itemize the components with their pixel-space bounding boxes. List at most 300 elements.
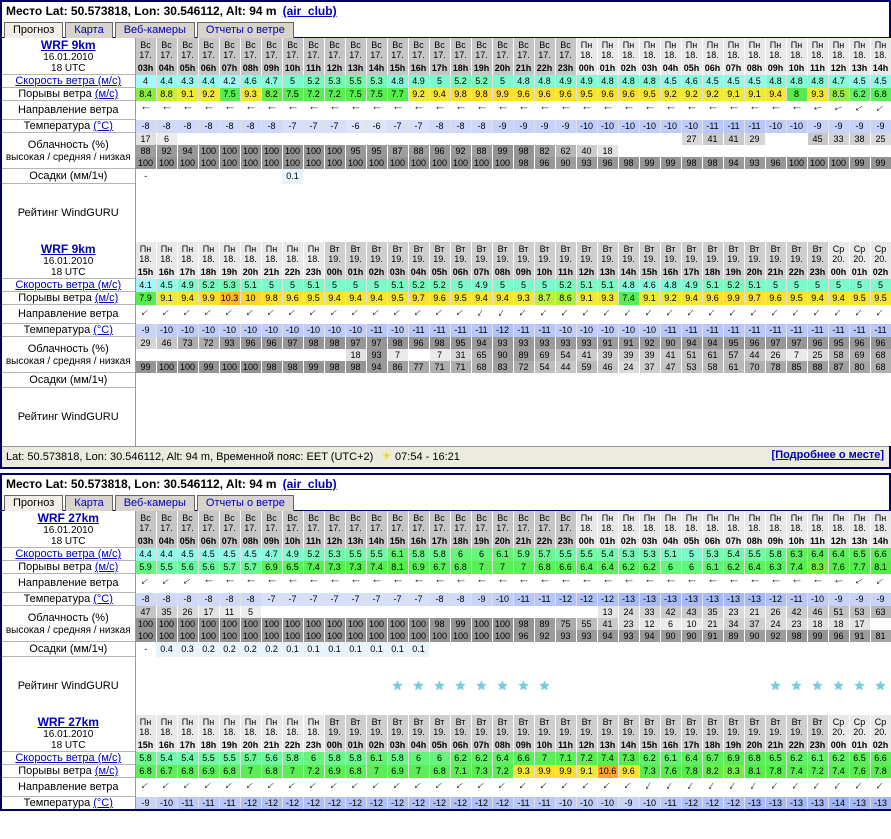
temperature-cell: -11 <box>534 797 555 810</box>
wind-speed-cell: 5.5 <box>555 548 576 561</box>
day-header-cell: Вс 17. <box>513 511 534 535</box>
cloud-cell: 98 <box>702 157 723 169</box>
temperature-unit-link[interactable]: (°C) <box>93 797 113 809</box>
tab-wind-reports[interactable]: Отчеты о ветре <box>197 22 294 38</box>
day-header-cell: Вт 19. <box>702 715 723 739</box>
rating-star-icon: ★ <box>853 677 866 693</box>
day-header-cell: Пн 18. <box>639 38 660 62</box>
hour-header-cell: 22h <box>786 266 807 279</box>
wind-speed-cell: 6.7 <box>702 752 723 765</box>
wind-direction-cell <box>870 305 891 324</box>
temperature-unit-link[interactable]: (°C) <box>93 324 113 336</box>
temperature-cell: -12 <box>366 797 387 810</box>
hour-header-cell: 14h <box>366 535 387 548</box>
cloud-cell: 44 <box>744 349 765 361</box>
tab-forecast[interactable]: Прогноз <box>4 495 63 511</box>
cloud-cell: 88 <box>807 361 828 373</box>
cloud-cell: 94 <box>366 361 387 373</box>
precip-cell <box>408 373 429 388</box>
precip-cell: 0.1 <box>387 642 408 657</box>
cloud-cell: 70 <box>744 361 765 373</box>
day-header-cell: Пн 18. <box>870 511 891 535</box>
cloud-cell: 17 <box>198 606 219 618</box>
day-header-cell: Вс 17. <box>261 38 282 62</box>
temperature-cell: -12 <box>597 593 618 606</box>
precip-cell <box>639 642 660 657</box>
wind-direction-arrow: → <box>517 103 530 117</box>
temperature-cell: -11 <box>702 324 723 337</box>
wind-direction-cell <box>177 574 198 593</box>
day-header-cell: Пн 18. <box>828 511 849 535</box>
rating-cell <box>870 388 891 447</box>
precip-cell <box>618 373 639 388</box>
cloud-cell <box>156 349 177 361</box>
cloud-cell <box>492 133 513 145</box>
cloud-cell: 75 <box>555 618 576 630</box>
cloud-cell: 100 <box>324 630 345 642</box>
cloud-cell <box>324 133 345 145</box>
rating-cell <box>744 184 765 243</box>
rating-star-icon: ★ <box>811 677 824 693</box>
cloud-cell: 31 <box>450 349 471 361</box>
cloud-cell <box>450 133 471 145</box>
rating-cell <box>660 657 681 716</box>
wind-direction-cell <box>702 574 723 593</box>
temperature-cell: -7 <box>366 593 387 606</box>
day-header-cell: Вс 17. <box>303 38 324 62</box>
temperature-cell: -10 <box>597 324 618 337</box>
tab-map[interactable]: Карта <box>65 495 112 511</box>
hour-header-cell: 10h <box>534 266 555 279</box>
sun-icon: ☀ <box>381 449 393 463</box>
hour-header-cell: 00h <box>576 535 597 548</box>
day-header-cell: Пн 18. <box>282 715 303 739</box>
wind-speed-link[interactable]: Скорость ветра (м/с) <box>15 279 122 291</box>
model-link[interactable]: WRF 9km <box>40 38 96 52</box>
precip-cell <box>429 373 450 388</box>
day-header-cell: Пн 18. <box>744 38 765 62</box>
hour-header-cell: 03h <box>387 739 408 752</box>
wind-direction-arrow: → <box>493 305 512 323</box>
hour-header-cell: 02h <box>870 266 891 279</box>
status-bar <box>2 446 889 467</box>
hour-header-cell: 09h <box>765 62 786 75</box>
precip-cell <box>429 169 450 184</box>
day-header-cell: Ср 20. <box>849 715 870 739</box>
wind-direction-cell <box>639 778 660 797</box>
wind-direction-cell <box>744 574 765 593</box>
temperature-cell: -10 <box>576 120 597 133</box>
gust-cell: 7.9 <box>135 292 156 305</box>
wind-direction-arrow: → <box>367 304 386 324</box>
hour-header-cell: 14h <box>366 62 387 75</box>
wind-speed-cell: 4.4 <box>156 75 177 88</box>
rating-cell <box>198 184 219 243</box>
day-header-cell: Вс 17. <box>534 511 555 535</box>
wind-speed-cell: 6.6 <box>513 752 534 765</box>
hour-header-cell: 05h <box>177 535 198 548</box>
place-link[interactable]: (air_club) <box>282 4 337 18</box>
wind-direction-arrow: → <box>136 777 155 797</box>
precip-cell <box>849 373 870 388</box>
day-header-cell: Вт 19. <box>555 242 576 266</box>
wind-direction-cell <box>576 101 597 120</box>
wind-direction-cell <box>471 574 492 593</box>
cloud-cell <box>765 133 786 145</box>
wind-speed-cell: 5 <box>828 279 849 292</box>
model-link[interactable]: WRF 27km <box>37 715 99 729</box>
cloud-cell <box>408 606 429 618</box>
temperature-cell: -11 <box>744 324 765 337</box>
hour-header-cell: 05h <box>429 739 450 752</box>
day-header-cell: Вт 19. <box>492 242 513 266</box>
temperature-cell: -11 <box>198 797 219 810</box>
gust-cell: 7 <box>492 561 513 574</box>
wind-direction-arrow: → <box>265 103 278 117</box>
cloud-cell: 100 <box>492 157 513 169</box>
day-header-cell: Вт 19. <box>408 242 429 266</box>
temperature-cell: -11 <box>534 324 555 337</box>
gusts-unit-link[interactable]: (м/с) <box>94 561 119 573</box>
day-header-cell: Вс 17. <box>324 511 345 535</box>
hour-header-cell: 18h <box>702 266 723 279</box>
rating-cell <box>555 657 576 716</box>
hour-header-cell: 10h <box>786 62 807 75</box>
cloud-cell: 24 <box>765 618 786 630</box>
hour-header-cell: 11h <box>807 535 828 548</box>
day-header-cell: Вс 17. <box>240 38 261 62</box>
model-link[interactable]: WRF 27km <box>37 511 99 525</box>
cloud-cell: 100 <box>387 630 408 642</box>
cloud-cell <box>534 133 555 145</box>
hour-header-cell: 20h <box>744 739 765 752</box>
hour-header-cell: 11h <box>807 62 828 75</box>
cloud-cell <box>513 606 534 618</box>
temperature-cell: -7 <box>408 593 429 606</box>
wind-direction-cell <box>492 305 513 324</box>
cloud-cell: 80 <box>849 361 870 373</box>
wind-direction-arrow: → <box>871 573 890 593</box>
temperature-unit-link[interactable]: (°C) <box>93 593 113 605</box>
model-link[interactable]: WRF 9km <box>40 242 96 256</box>
wind-speed-cell: 6 <box>450 548 471 561</box>
gusts-unit-link[interactable]: (м/с) <box>94 88 119 100</box>
hour-header-cell: 06h <box>702 62 723 75</box>
day-header-cell: Пн 18. <box>849 38 870 62</box>
cloud-cell: 25 <box>870 133 891 145</box>
wind-speed-cell: 7.4 <box>597 752 618 765</box>
day-header-cell: Вс 17. <box>387 38 408 62</box>
temperature-cell: -10 <box>555 797 576 810</box>
temperature-cell: -11 <box>450 324 471 337</box>
hour-header-cell: 16h <box>156 266 177 279</box>
cloud-cell <box>177 133 198 145</box>
temperature-cell: -11 <box>534 593 555 606</box>
gust-cell: 6.2 <box>639 561 660 574</box>
wind-direction-arrow: → <box>433 576 446 590</box>
rating-cell <box>261 184 282 243</box>
wind-direction-arrow: → <box>262 777 281 797</box>
gust-cell: 8.1 <box>387 561 408 574</box>
cloud-cell: 100 <box>492 630 513 642</box>
hour-header-cell: 09h <box>261 535 282 548</box>
wind-direction-arrow: → <box>727 576 740 590</box>
gusts-unit-link[interactable]: (м/с) <box>94 765 119 777</box>
cloud-cell: 99 <box>135 361 156 373</box>
precip-cell <box>807 169 828 184</box>
rating-star-icon: ★ <box>517 677 530 693</box>
cloud-cell: 37 <box>639 361 660 373</box>
cloud-cell: 54 <box>555 349 576 361</box>
cloud-cell <box>660 145 681 157</box>
wind-speed-cell: 5.3 <box>618 548 639 561</box>
gust-cell: 9.5 <box>639 88 660 101</box>
rating-cell <box>303 184 324 243</box>
hour-header-cell: 21h <box>765 739 786 752</box>
wind-speed-link[interactable]: Скорость ветра (м/с) <box>15 752 122 764</box>
hour-header-cell: 10h <box>282 535 303 548</box>
wind-direction-arrow: → <box>304 304 323 324</box>
model-init-utc: 18 UTC <box>51 63 86 74</box>
wind-direction-cell <box>429 305 450 324</box>
wind-direction-cell <box>345 778 366 797</box>
wind-direction-arrow: → <box>682 778 701 796</box>
gust-cell: 6.8 <box>534 561 555 574</box>
wind-direction-arrow: → <box>454 103 467 117</box>
wind-direction-arrow: → <box>661 304 680 324</box>
gusts-unit-link[interactable]: (м/с) <box>94 292 119 304</box>
temperature-cell: -12 <box>324 797 345 810</box>
cloud-cell: 43 <box>681 606 702 618</box>
temperature-cell: -10 <box>597 120 618 133</box>
cloud-cell <box>597 133 618 145</box>
wind-direction-arrow: → <box>451 777 470 797</box>
wind-direction-arrow: → <box>430 777 449 797</box>
day-header-cell: Вт 19. <box>723 715 744 739</box>
model-info <box>2 38 135 75</box>
cloud-cell: 98 <box>681 157 702 169</box>
gust-cell: 9.6 <box>534 88 555 101</box>
wind-direction-cell <box>240 305 261 324</box>
details-link[interactable]: [Подробнее о месте] <box>771 449 884 461</box>
wind-direction-arrow: → <box>850 100 869 120</box>
tab-webcams[interactable]: Веб-камеры <box>115 22 195 38</box>
gust-cell: 6.9 <box>387 765 408 778</box>
temperature-cell: -8 <box>177 120 198 133</box>
tab-forecast[interactable]: Прогноз <box>4 22 63 38</box>
temperature-cell: -10 <box>156 324 177 337</box>
gust-cell: 9.1 <box>177 88 198 101</box>
wind-direction-cell <box>618 778 639 797</box>
hour-header-cell: 02h <box>366 739 387 752</box>
hour-header-cell: 22h <box>282 739 303 752</box>
gust-cell: 9.3 <box>597 292 618 305</box>
rating-cell <box>576 388 597 447</box>
wind-speed-cell: 5.1 <box>303 279 324 292</box>
wind-direction-cell <box>135 305 156 324</box>
wind-speed-cell: 6.1 <box>366 752 387 765</box>
wind-speed-cell: 5 <box>282 75 303 88</box>
cloud-cell: 98 <box>324 361 345 373</box>
temperature-cell: -7 <box>408 120 429 133</box>
wind-direction-arrow: → <box>388 777 407 797</box>
cloud-cell: 39 <box>639 349 660 361</box>
hour-header-cell: 21h <box>261 739 282 752</box>
place-header-text: Место Lat: 50.573818, Lon: 30.546112, Alt: 94 m <box>6 4 277 18</box>
place-link[interactable]: (air_club) <box>282 477 337 491</box>
cloud-cell: 71 <box>429 361 450 373</box>
day-header-cell: Вт 19. <box>618 242 639 266</box>
wind-direction-arrow: → <box>850 304 869 324</box>
cloud-cell: 99 <box>639 157 660 169</box>
temperature-cell: -10 <box>807 593 828 606</box>
tab-map[interactable]: Карта <box>65 22 112 38</box>
wind-speed-link[interactable]: Скорость ветра (м/с) <box>15 75 122 87</box>
gust-cell: 6 <box>660 561 681 574</box>
wind-speed-cell: 4.4 <box>198 75 219 88</box>
wind-direction-arrow: → <box>241 304 260 324</box>
wind-direction-arrow: → <box>787 777 806 797</box>
precip-cell <box>135 373 156 388</box>
gust-cell: 7.4 <box>303 561 324 574</box>
wind-direction-cell <box>765 574 786 593</box>
cloud-cell: 100 <box>408 157 429 169</box>
day-header-cell: Пн 18. <box>849 511 870 535</box>
cloud-cell: 99 <box>807 630 828 642</box>
rating-cell <box>681 388 702 447</box>
wind-direction-arrow: → <box>346 304 365 324</box>
wind-direction-cell <box>450 101 471 120</box>
rating-star-icon: ★ <box>433 677 446 693</box>
day-header-cell: Пн 18. <box>177 242 198 266</box>
wind-direction-cell <box>807 574 828 593</box>
gust-cell: 7.4 <box>786 765 807 778</box>
rating-cell <box>135 657 156 716</box>
hour-header-cell: 04h <box>660 535 681 548</box>
temperature-cell: -9 <box>534 120 555 133</box>
wind-speed-cell: 4.5 <box>702 75 723 88</box>
rating-cell <box>282 184 303 243</box>
precip-cell: 0.2 <box>261 642 282 657</box>
cloud-cell: 100 <box>303 618 324 630</box>
day-header-cell: Пн 18. <box>807 511 828 535</box>
hour-header-cell: 22h <box>534 62 555 75</box>
temperature-unit-link[interactable]: (°C) <box>93 120 113 132</box>
cloud-cell: 96 <box>597 157 618 169</box>
gust-cell: 9.6 <box>429 292 450 305</box>
hour-header-cell: 07h <box>723 535 744 548</box>
wind-direction-cell <box>723 574 744 593</box>
cloud-cell <box>219 349 240 361</box>
rating-cell <box>618 657 639 716</box>
cloud-cell: 33 <box>828 133 849 145</box>
wind-speed-cell: 4.8 <box>807 75 828 88</box>
day-header-cell: Ср 20. <box>828 242 849 266</box>
wind-speed-cell: 5 <box>429 75 450 88</box>
rating-cell <box>828 388 849 447</box>
hour-header-cell: 15h <box>639 739 660 752</box>
wind-speed-cell: 6 <box>303 752 324 765</box>
wind-direction-cell <box>282 574 303 593</box>
precip-cell <box>261 169 282 184</box>
cloud-cell: 23 <box>723 606 744 618</box>
rating-cell <box>828 657 849 716</box>
wind-direction-arrow: → <box>349 103 362 117</box>
temperature-cell: -11 <box>849 324 870 337</box>
temperature-cell: -10 <box>240 324 261 337</box>
wind-speed-cell: 4.1 <box>135 279 156 292</box>
hour-header-cell: 19h <box>219 739 240 752</box>
temperature-cell: -8 <box>261 120 282 133</box>
temperature-cell: -8 <box>450 593 471 606</box>
tab-bar <box>2 492 889 511</box>
gust-cell: 9.2 <box>408 88 429 101</box>
precip-cell <box>534 373 555 388</box>
wind-speed-cell: 5 <box>492 279 513 292</box>
wind-speed-cell: 5 <box>870 279 891 292</box>
cloud-cell: 24 <box>618 361 639 373</box>
day-header-cell: Вт 19. <box>786 715 807 739</box>
rating-cell <box>471 657 492 716</box>
temperature-cell: -12 <box>408 797 429 810</box>
wind-direction-arrow: → <box>409 304 428 324</box>
cloud-cell: 93 <box>219 337 240 349</box>
cloud-cell <box>786 133 807 145</box>
temperature-cell: -12 <box>282 797 303 810</box>
gust-cell: 7.2 <box>807 765 828 778</box>
temperature-cell: -9 <box>492 120 513 133</box>
temperature-cell: -10 <box>681 120 702 133</box>
day-header-cell: Пн 18. <box>282 242 303 266</box>
hour-header-cell: 14h <box>870 62 891 75</box>
cloud-cell <box>303 606 324 618</box>
wind-speed-cell: 5.2 <box>555 279 576 292</box>
day-header-cell: Пн 18. <box>723 38 744 62</box>
wind-direction-arrow: → <box>328 576 341 590</box>
tab-webcams[interactable]: Веб-камеры <box>115 495 195 511</box>
wind-speed-cell: 4.5 <box>219 548 240 561</box>
gust-cell: 6.2 <box>723 561 744 574</box>
wind-direction-arrow: → <box>451 304 470 324</box>
gust-cell: 6.4 <box>576 561 597 574</box>
gust-cell: 6.8 <box>219 765 240 778</box>
cloud-cell: 97 <box>366 337 387 349</box>
gust-cell: 7.3 <box>345 561 366 574</box>
cloud-cell: 96 <box>429 145 450 157</box>
cloud-cell <box>870 618 891 630</box>
gusts-label: Порывы ветра (м/с) <box>2 561 135 574</box>
cloud-cell: 94 <box>681 337 702 349</box>
cloud-cell: 89 <box>723 630 744 642</box>
wind-speed-cell: 5.4 <box>597 548 618 561</box>
cloud-cell: 98 <box>324 337 345 349</box>
wind-direction-arrow: → <box>244 576 257 590</box>
hour-header-cell: 05h <box>681 535 702 548</box>
temperature-cell: -9 <box>849 120 870 133</box>
tab-wind-reports[interactable]: Отчеты о ветре <box>197 495 294 511</box>
cloud-cell <box>387 606 408 618</box>
gust-cell: 9.8 <box>261 292 282 305</box>
precip-cell <box>471 642 492 657</box>
temperature-cell: -13 <box>807 797 828 810</box>
wind-direction-cell <box>156 778 177 797</box>
wind-speed-link[interactable]: Скорость ветра (м/с) <box>15 548 122 560</box>
precip-cell <box>618 642 639 657</box>
precip-cell <box>807 373 828 388</box>
cloud-cell: 100 <box>219 630 240 642</box>
day-header-cell: Вс 17. <box>534 38 555 62</box>
day-header-cell: Вт 19. <box>807 242 828 266</box>
